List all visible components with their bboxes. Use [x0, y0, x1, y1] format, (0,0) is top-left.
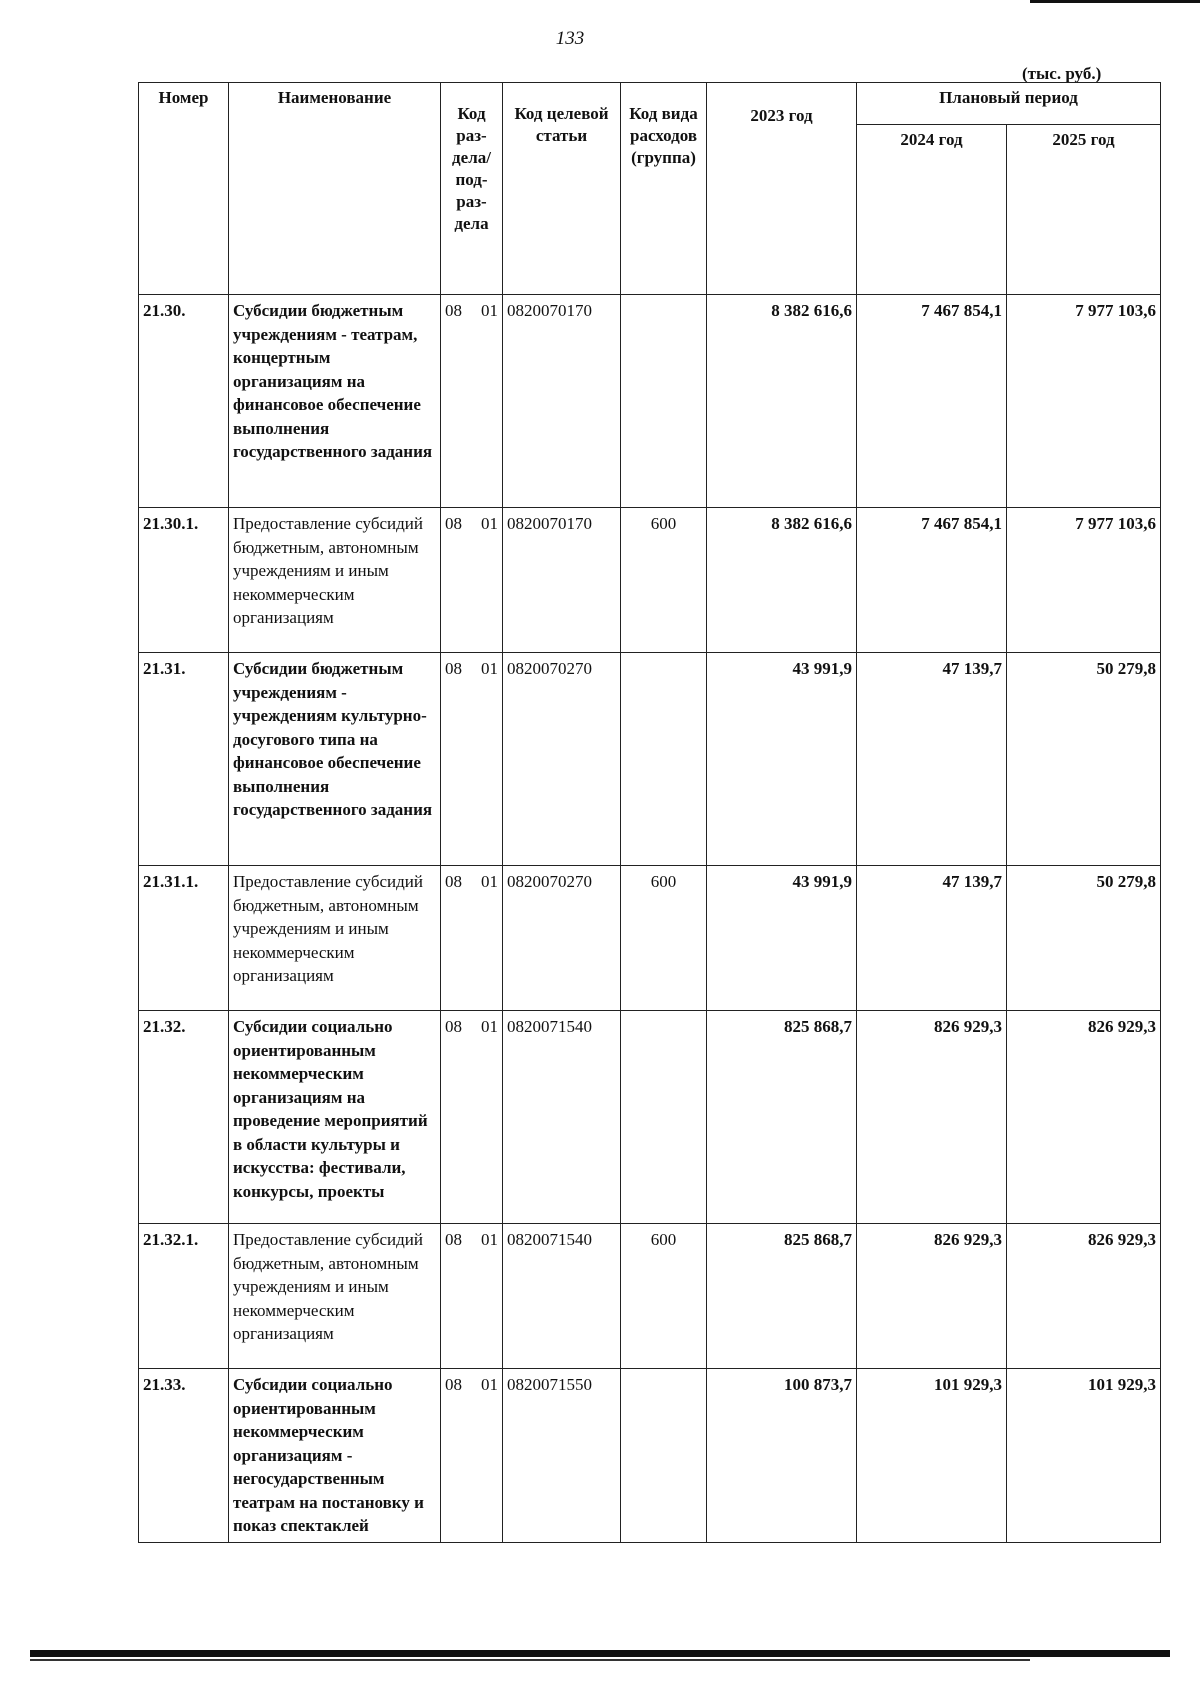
row-name: Предоставление субсидий бюджетным, автономным учреждениям и иным некоммерческим организациям — [229, 866, 441, 1011]
row-razdel — [441, 1011, 503, 1224]
header-number: Номер — [139, 83, 229, 295]
header-vid: Код вида расходов (группа) — [621, 83, 707, 295]
row-prz: 01 — [481, 872, 498, 891]
row-2025: 50 279,8 — [1007, 866, 1161, 1011]
top-edge-line — [1030, 0, 1200, 3]
row-2024: 826 929,3 — [857, 1224, 1007, 1369]
bottom-rule-thin — [30, 1659, 1030, 1661]
row-number: 21.30.1. — [139, 508, 229, 653]
row-prz: 01 — [481, 659, 498, 678]
row-vid — [621, 295, 707, 508]
row-2024: 47 139,7 — [857, 653, 1007, 866]
row-number: 21.31. — [139, 653, 229, 866]
row-rz: 08 — [445, 872, 462, 891]
row-rz: 08 — [445, 301, 462, 320]
row-2025: 7 977 103,6 — [1007, 508, 1161, 653]
row-vid: 600 — [621, 508, 707, 653]
row-vid: 600 — [621, 866, 707, 1011]
row-csr: 0820071540 — [503, 1224, 621, 1369]
row-2023: 8 382 616,6 — [707, 295, 857, 508]
row-2025: 826 929,3 — [1007, 1224, 1161, 1369]
row-csr: 0820070270 — [503, 653, 621, 866]
row-razdel — [441, 508, 503, 653]
row-rz: 08 — [445, 1230, 462, 1249]
row-name: Предоставление субсидий бюджетным, автономным учреждениям и иным некоммерческим организациям — [229, 1224, 441, 1369]
row-prz: 01 — [481, 514, 498, 533]
row-rz: 08 — [445, 514, 462, 533]
header-razdel: Код раз- дела/ под- раз- дела — [441, 83, 503, 295]
row-csr: 0820071550 — [503, 1369, 621, 1543]
row-prz: 01 — [481, 1375, 498, 1394]
row-rz: 08 — [445, 1017, 462, 1036]
row-prz: 01 — [481, 301, 498, 320]
header-csr: Код целевой статьи — [503, 83, 621, 295]
table-row — [139, 866, 1161, 1011]
row-2024: 101 929,3 — [857, 1369, 1007, 1543]
row-number: 21.33. — [139, 1369, 229, 1543]
header-2024: 2024 год — [857, 125, 1007, 295]
table-row — [139, 1369, 1161, 1543]
table-row — [139, 508, 1161, 653]
row-csr: 0820070270 — [503, 866, 621, 1011]
row-2023: 100 873,7 — [707, 1369, 857, 1543]
row-razdel — [441, 1369, 503, 1543]
row-vid — [621, 1011, 707, 1224]
row-2025: 50 279,8 — [1007, 653, 1161, 866]
row-razdel — [441, 866, 503, 1011]
row-number: 21.31.1. — [139, 866, 229, 1011]
header-2023: 2023 год — [707, 83, 857, 295]
row-2025: 7 977 103,6 — [1007, 295, 1161, 508]
row-2023: 825 868,7 — [707, 1224, 857, 1369]
header-planned-period: Плановый период — [857, 83, 1161, 125]
header-2025: 2025 год — [1007, 125, 1161, 295]
row-razdel — [441, 295, 503, 508]
table-row — [139, 295, 1161, 508]
row-name: Субсидии бюджетным учреждениям - театрам, концертным организациям на финансовое обеспечение выполнения государственного задания — [229, 295, 441, 508]
row-number: 21.30. — [139, 295, 229, 508]
row-vid: 600 — [621, 1224, 707, 1369]
row-csr: 0820070170 — [503, 508, 621, 653]
table-row — [139, 1011, 1161, 1224]
row-vid — [621, 1369, 707, 1543]
bottom-rule — [30, 1650, 1170, 1657]
header-name: Наименование — [229, 83, 441, 295]
row-2023: 8 382 616,6 — [707, 508, 857, 653]
row-2024: 7 467 854,1 — [857, 508, 1007, 653]
row-rz: 08 — [445, 659, 462, 678]
row-2025: 826 929,3 — [1007, 1011, 1161, 1224]
row-name: Субсидии социально ориентированным некоммерческим организациям на проведение мероприятий в области культуры и искусства: фестивали, конкурсы, проекты — [229, 1011, 441, 1224]
page-number: 133 — [555, 28, 585, 49]
row-razdel — [441, 1224, 503, 1369]
row-razdel — [441, 653, 503, 866]
row-prz: 01 — [481, 1230, 498, 1249]
row-number: 21.32.1. — [139, 1224, 229, 1369]
row-name: Предоставление субсидий бюджетным, автономным учреждениям и иным некоммерческим организациям — [229, 508, 441, 653]
row-rz: 08 — [445, 1375, 462, 1394]
row-2024: 826 929,3 — [857, 1011, 1007, 1224]
row-2024: 47 139,7 — [857, 866, 1007, 1011]
units-label: (тыс. руб.) — [1022, 64, 1102, 83]
row-vid — [621, 653, 707, 866]
budget-table — [138, 82, 1161, 1543]
row-csr: 0820071540 — [503, 1011, 621, 1224]
row-2023: 43 991,9 — [707, 866, 857, 1011]
row-csr: 0820070170 — [503, 295, 621, 508]
row-number: 21.32. — [139, 1011, 229, 1224]
table-row — [139, 653, 1161, 866]
row-2023: 43 991,9 — [707, 653, 857, 866]
row-2024: 7 467 854,1 — [857, 295, 1007, 508]
row-2025: 101 929,3 — [1007, 1369, 1161, 1543]
row-prz: 01 — [481, 1017, 498, 1036]
row-name: Субсидии социально ориентированным некоммерческим организациям - негосударственным театрам на постановку и показ спектаклей — [229, 1369, 441, 1543]
row-2023: 825 868,7 — [707, 1011, 857, 1224]
row-name: Субсидии бюджетным учреждениям - учреждениям культурно-досугового типа на финансовое обеспечение выполнения государственного задания — [229, 653, 441, 866]
table-row — [139, 1224, 1161, 1369]
